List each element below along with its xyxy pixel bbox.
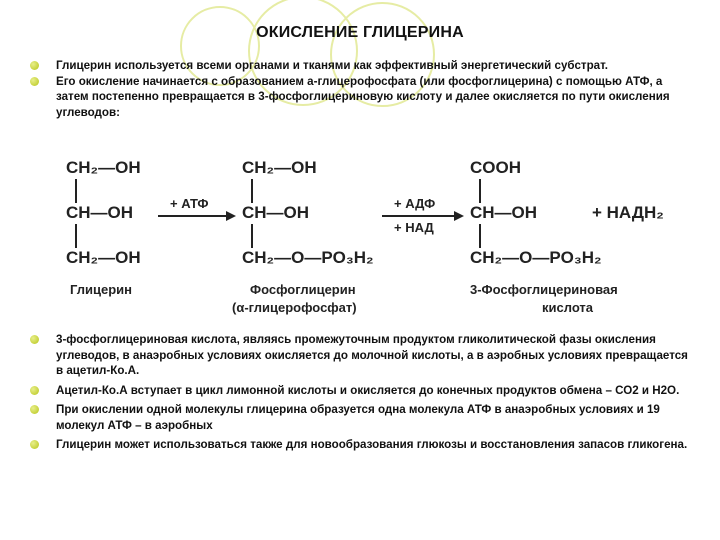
reaction-scheme xyxy=(60,152,720,322)
product-text: + НАДН₂ xyxy=(592,203,664,222)
bond-line xyxy=(75,224,77,248)
reaction-arrow-1 xyxy=(158,215,228,217)
arrow-head-icon xyxy=(226,211,236,221)
bullet-item xyxy=(0,332,720,379)
bond-line xyxy=(75,179,77,203)
bullet-item xyxy=(0,402,720,433)
phosphoglycerol-label: Фосфоглицерин xyxy=(250,282,356,297)
phosphoglycerol-c1: CH₂—OH xyxy=(242,158,317,177)
bullet-item xyxy=(0,383,720,399)
arrow2-top-text: + АДФ xyxy=(394,196,436,211)
bullet-item xyxy=(0,437,720,453)
bond-line xyxy=(251,224,253,248)
bullet-text: Глицерин используется всеми органами и тканями как эффективный энергетический субстрат. xyxy=(56,59,608,72)
arrow2-bottom-text: + НАД xyxy=(394,220,434,235)
acid-c1: COOH xyxy=(470,158,521,177)
bond-line xyxy=(251,179,253,203)
glycerol-c1: CH₂—OH xyxy=(66,158,141,177)
bullet-text: Ацетил-Ко.А вступает в цикл лимонной кислоты и окисляется до конечных продуктов обмена – СО2 и Н2О. xyxy=(56,383,680,397)
phosphoglycerol-c2: CH—OH xyxy=(242,203,310,222)
bullet-icon xyxy=(30,335,39,344)
bullet-icon xyxy=(30,61,39,70)
arrow-head-icon xyxy=(454,211,464,221)
bond-line xyxy=(479,179,481,203)
acid-c2: CH—OH xyxy=(470,203,538,222)
phosphoglycerol-c3: CH₂—O—PO₃H₂ xyxy=(242,248,374,267)
bullets-bottom xyxy=(0,332,720,453)
bullet-icon xyxy=(30,77,39,86)
bullet-item xyxy=(0,58,720,74)
bullet-text: При окислении одной молекулы глицерина образуется одна молекула АТФ в анаэробных условиях и 19 молекул АТФ – в аэробных xyxy=(56,403,660,432)
glycerol-label: Глицерин xyxy=(70,282,132,297)
bullet-text: Глицерин может использоваться также для новообразования глюкозы и восстановления запасов гликогена. xyxy=(56,438,688,451)
glycerol-c2: CH—OH xyxy=(66,203,134,222)
bullets-top xyxy=(0,58,720,120)
bullet-icon xyxy=(30,386,39,395)
bullet-item xyxy=(0,74,720,121)
glycerol-c3: CH₂—OH xyxy=(66,248,141,267)
bullet-icon xyxy=(30,440,39,449)
acid-label: 3-Фосфоглицериновая xyxy=(470,282,618,297)
bond-line xyxy=(479,224,481,248)
acid-c3: CH₂—O—PO₃H₂ xyxy=(470,248,602,267)
bullet-text: Его окисление начинается с образованием a-глицерофосфата (или фосфоглицерина) с помощью АТФ, а затем постепенно превращается в 3-фосфоглицериновую кислоту и далее окисляется по пути окисления углеводов: xyxy=(56,74,670,119)
bullet-text: 3-фосфоглицериновая кислота, являясь промежуточным продуктом гликолитической фазы окисления углеводов, в анаэробных условиях окисляется до молочной кислоты, а в аэробных условиях превращается в ацетил-Ко.А. xyxy=(56,333,688,377)
bullet-icon xyxy=(30,405,39,414)
phosphoglycerol-sublabel: (α-глицерофосфат) xyxy=(232,300,357,315)
slide-title: ОКИСЛЕНИЕ ГЛИЦЕРИНА xyxy=(256,24,464,41)
acid-sublabel: кислота xyxy=(542,300,594,315)
arrow1-text: + АТФ xyxy=(170,196,209,211)
reaction-arrow-2 xyxy=(382,215,456,217)
